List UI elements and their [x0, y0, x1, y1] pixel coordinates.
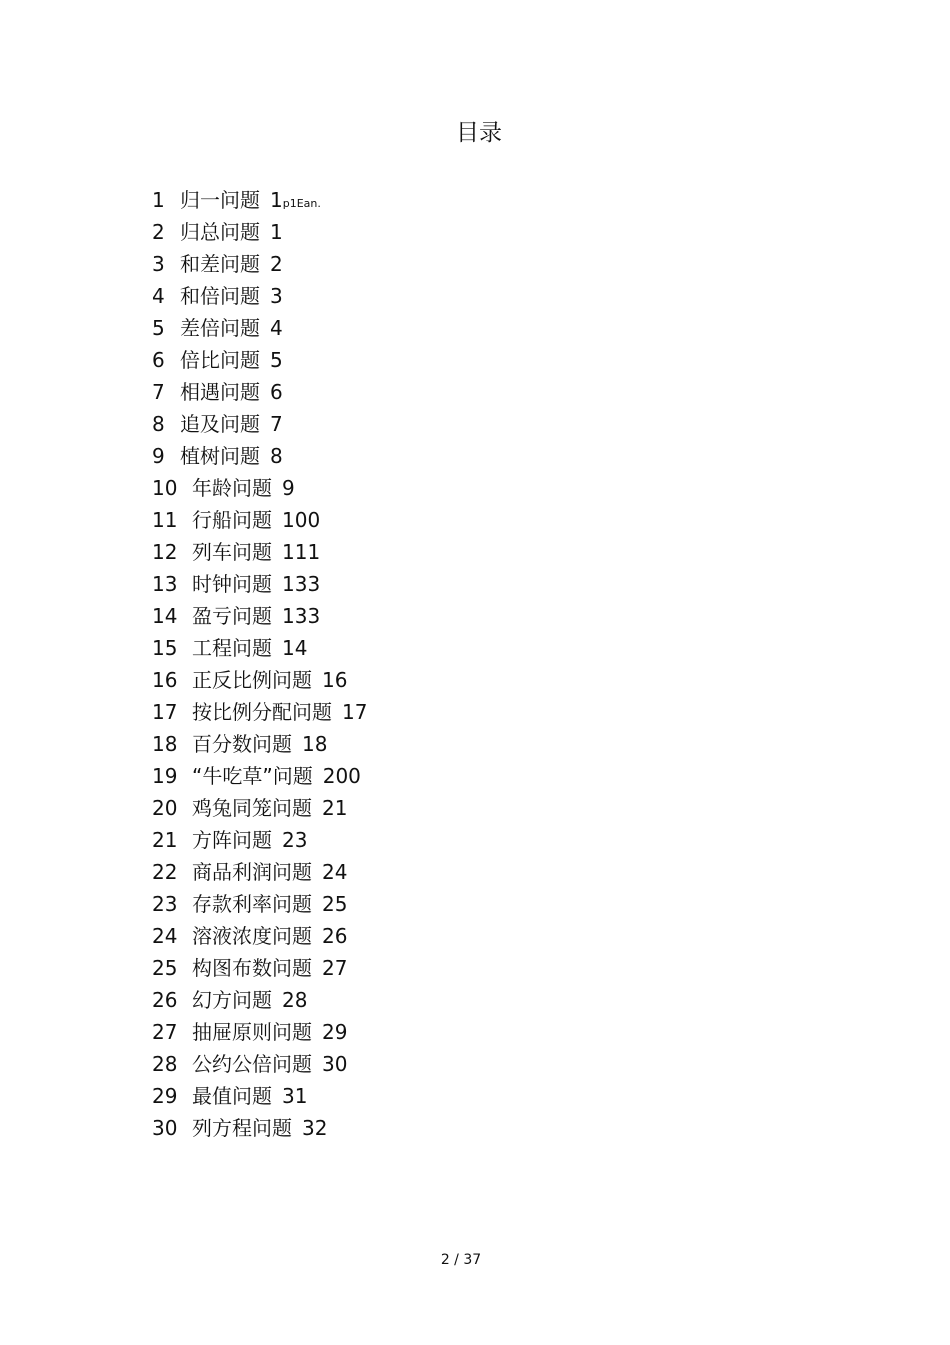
toc-entry-title: 倍比问题	[180, 348, 260, 372]
toc-entry-title: 正反比例问题	[192, 668, 312, 692]
toc-entry[interactable]	[152, 888, 367, 920]
toc-entry-number: 22	[152, 860, 178, 884]
toc-entry-title: 追及问题	[180, 412, 260, 436]
toc-entry-number: 19	[152, 764, 178, 788]
toc-entry[interactable]	[152, 824, 367, 856]
toc-entry-title: 列车问题	[192, 540, 272, 564]
page-number: 2 / 37	[440, 1252, 482, 1268]
toc-entry-page: 29	[322, 1020, 348, 1044]
toc-entry-page: 27	[322, 956, 348, 980]
toc-entry-number: 16	[152, 668, 178, 692]
toc-entry-number: 5	[152, 316, 165, 340]
toc-entry-page: 17	[342, 700, 368, 724]
toc-entry-number: 28	[152, 1052, 178, 1076]
toc-entry-page: 30	[322, 1052, 348, 1076]
toc-entry-page: 16	[322, 668, 348, 692]
toc-entry[interactable]	[152, 856, 367, 888]
toc-entry-page: 9	[282, 476, 295, 500]
toc-entry-number: 12	[152, 540, 178, 564]
toc-entry[interactable]	[152, 600, 367, 632]
toc-entry-page: 31	[282, 1084, 308, 1108]
toc-entry[interactable]	[152, 408, 367, 440]
toc-entry-title: 差倍问题	[180, 316, 260, 340]
toc-entry[interactable]	[152, 728, 367, 760]
toc-entry-title: 工程问题	[192, 636, 272, 660]
toc-entry-page: 4	[270, 316, 283, 340]
toc-entry-number: 29	[152, 1084, 178, 1108]
toc-entry-title: 幻方问题	[192, 988, 272, 1012]
toc-entry-number: 20	[152, 796, 178, 820]
toc-entry[interactable]	[152, 184, 367, 216]
toc-entry-title: 行船问题	[192, 508, 272, 532]
toc-entry-title: 相遇问题	[180, 380, 260, 404]
toc-entry[interactable]	[152, 280, 367, 312]
toc-entry-title: 公约公倍问题	[192, 1052, 312, 1076]
toc-entry-page: 6	[270, 380, 283, 404]
toc-entry-number: 24	[152, 924, 178, 948]
toc-entry-title: 和差问题	[180, 252, 260, 276]
toc-entry-number: 14	[152, 604, 178, 628]
toc-entry[interactable]	[152, 696, 367, 728]
toc-entry[interactable]	[152, 312, 367, 344]
toc-entry-page: 26	[322, 924, 348, 948]
toc-entry-page: 24	[322, 860, 348, 884]
toc-entry-number: 13	[152, 572, 178, 596]
toc-entry[interactable]	[152, 792, 367, 824]
toc-entry-title: 溶液浓度问题	[192, 924, 312, 948]
toc-entry[interactable]	[152, 1016, 367, 1048]
toc-entry-number: 11	[152, 508, 178, 532]
toc-entry-title: 百分数问题	[192, 732, 292, 756]
toc-entry-title: 和倍问题	[180, 284, 260, 308]
toc-entry-title: “牛吃草”问题	[192, 764, 313, 788]
toc-entry-page: 18	[302, 732, 328, 756]
toc-entry-page: 5	[270, 348, 283, 372]
toc-entry-title: 归总问题	[180, 220, 260, 244]
toc-entry[interactable]	[152, 1048, 367, 1080]
toc-entry-page: 3	[270, 284, 283, 308]
toc-entry-number: 21	[152, 828, 178, 852]
toc-entry-page: 133	[282, 572, 321, 596]
toc-entry[interactable]	[152, 1080, 367, 1112]
toc-entry-suffix: p1Ean.	[282, 197, 321, 210]
toc-entry-title: 归一问题	[180, 188, 260, 212]
toc-entry-title: 植树问题	[180, 444, 260, 468]
toc-entry-title: 方阵问题	[192, 828, 272, 852]
toc-entry-page: 100	[282, 508, 321, 532]
toc-entry-title: 列方程问题	[192, 1116, 292, 1140]
toc-entry[interactable]	[152, 952, 367, 984]
toc-entry-number: 27	[152, 1020, 178, 1044]
toc-entry-number: 26	[152, 988, 178, 1012]
toc-entry-title: 构图布数问题	[192, 956, 312, 980]
toc-entry[interactable]	[152, 376, 367, 408]
toc-entry[interactable]	[152, 248, 367, 280]
toc-entry[interactable]	[152, 216, 367, 248]
toc-entry-number: 17	[152, 700, 178, 724]
toc-entry[interactable]	[152, 568, 367, 600]
toc-entry[interactable]	[152, 1112, 367, 1144]
toc-entry[interactable]	[152, 536, 367, 568]
toc-entry-title: 盈亏问题	[192, 604, 272, 628]
toc-entry-number: 9	[152, 444, 165, 468]
toc-entry-number: 8	[152, 412, 165, 436]
toc-entry-title: 年龄问题	[192, 476, 272, 500]
toc-entry-title: 时钟问题	[192, 572, 272, 596]
toc-entry-page: 2	[270, 252, 283, 276]
toc-entry-title: 商品利润问题	[192, 860, 312, 884]
toc-entry-page: 133	[282, 604, 321, 628]
toc-entry-number: 7	[152, 380, 165, 404]
toc-entry-number: 6	[152, 348, 165, 372]
toc-entry-number: 4	[152, 284, 165, 308]
toc-entry-number: 15	[152, 636, 178, 660]
toc-entry-page: 1	[270, 220, 283, 244]
toc-entry[interactable]	[152, 920, 367, 952]
toc-entry-title: 鸡兔同笼问题	[192, 796, 312, 820]
toc-entry-number: 10	[152, 476, 178, 500]
toc-entry[interactable]	[152, 664, 367, 696]
toc-entry-page: 23	[282, 828, 308, 852]
toc-entry-page: 21	[322, 796, 348, 820]
toc-entry-title: 抽屉原则问题	[192, 1020, 312, 1044]
toc-entry-number: 1	[152, 188, 165, 212]
page-title: 目录	[456, 120, 502, 146]
toc-entry-page: 28	[282, 988, 308, 1012]
table-of-contents	[152, 184, 367, 1144]
toc-entry[interactable]	[152, 504, 367, 536]
toc-entry-page: 14	[282, 636, 308, 660]
toc-entry-number: 23	[152, 892, 178, 916]
toc-entry[interactable]	[152, 760, 367, 792]
toc-entry-page: 111	[282, 540, 321, 564]
toc-entry[interactable]	[152, 472, 367, 504]
toc-entry-title: 存款利率问题	[192, 892, 312, 916]
toc-entry[interactable]	[152, 984, 367, 1016]
toc-entry[interactable]	[152, 344, 367, 376]
toc-entry-page: 7	[270, 412, 283, 436]
toc-entry-page: 1	[270, 188, 283, 212]
toc-entry-title: 最值问题	[192, 1084, 272, 1108]
toc-entry-page: 200	[322, 764, 361, 788]
toc-entry-page: 32	[302, 1116, 328, 1140]
toc-entry-number: 3	[152, 252, 165, 276]
toc-entry-page: 25	[322, 892, 348, 916]
toc-entry-page: 8	[270, 444, 283, 468]
toc-entry[interactable]	[152, 440, 367, 472]
toc-entry-number: 25	[152, 956, 178, 980]
toc-entry-title: 按比例分配问题	[192, 700, 332, 724]
toc-entry-number: 2	[152, 220, 165, 244]
toc-entry-number: 18	[152, 732, 178, 756]
toc-entry-number: 30	[152, 1116, 178, 1140]
toc-entry[interactable]	[152, 632, 367, 664]
